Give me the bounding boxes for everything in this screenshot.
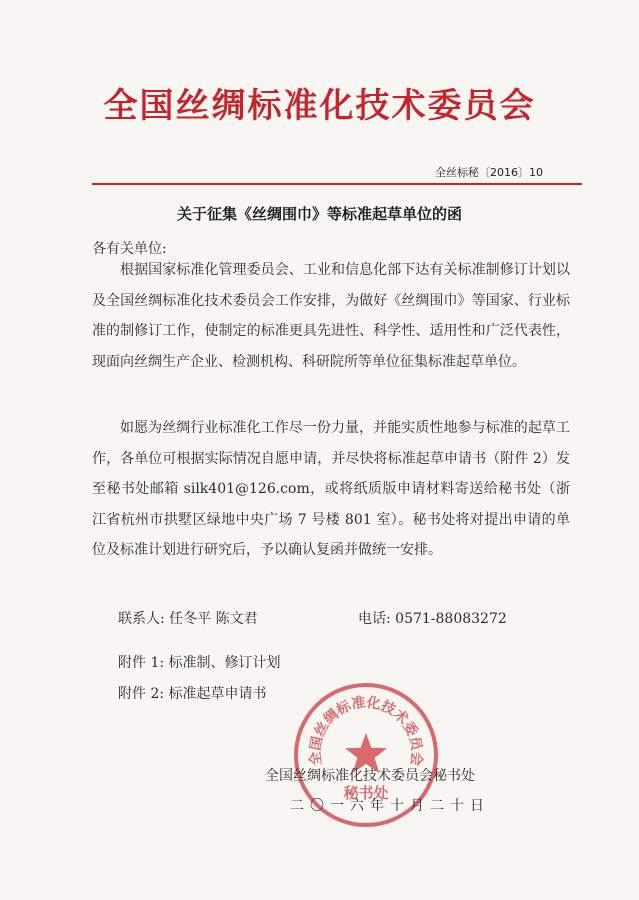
signature-organization: 全国丝绸标准化技术委员会秘书处 xyxy=(265,768,475,784)
letter-title: 关于征集《丝绸围巾》等标准起草单位的函 xyxy=(176,205,462,223)
salutation: 各有关单位: xyxy=(92,241,167,257)
attachment-item-1: 附件 1: 标准制、修订计划 xyxy=(118,655,281,671)
body-paragraph-1: 根据国家标准化管理委员会、工业和信息化部下达有关标准制修订计划以及全国丝绸标准化技术委员会工作安排，为做好《丝绸围巾》等国家、行业标准的制修订工作，使制定的标准更具先进性、科学性、适用性和广泛代表性，现面向丝绸生产企业、检测机构、科研院所等单位征集标准起草单位。 xyxy=(92,262,570,370)
seal-ring-text: 全国丝绸标准化技术委员会 xyxy=(307,694,425,767)
document-number: 全丝标秘〔2016〕10 xyxy=(435,166,543,179)
letterhead-divider xyxy=(92,183,582,185)
contact-phone: 电话: 0571-88083272 xyxy=(358,611,507,627)
body-paragraph-2: 如愿为丝绸行业标准化工作尽一份力量，并能实质性地参与标准的起草工作，各单位可根据实际情况自愿申请，并尽快将标准起草申请书（附件 2）发至秘书处邮箱 silk401@126.com，或将纸质版申请材料寄送给秘书处（浙江省杭州市拱墅区绿地中央广场 7 号楼 801 室）。秘书处将对提出申请的单位及标准计划进行研究后，予以确认复函并做统一安排。 xyxy=(92,420,570,558)
contact-person: 联系人: 任冬平 陈文君 xyxy=(118,611,258,627)
attachment-item-2: 附件 2: 标准起草申请书 xyxy=(118,686,267,702)
signature-date: 二〇一六年十月二十日 xyxy=(290,798,490,814)
seal-center-text: 秘书处 xyxy=(343,784,389,802)
org-letterhead-title: 全国丝绸标准化技术委员会 xyxy=(103,86,536,126)
